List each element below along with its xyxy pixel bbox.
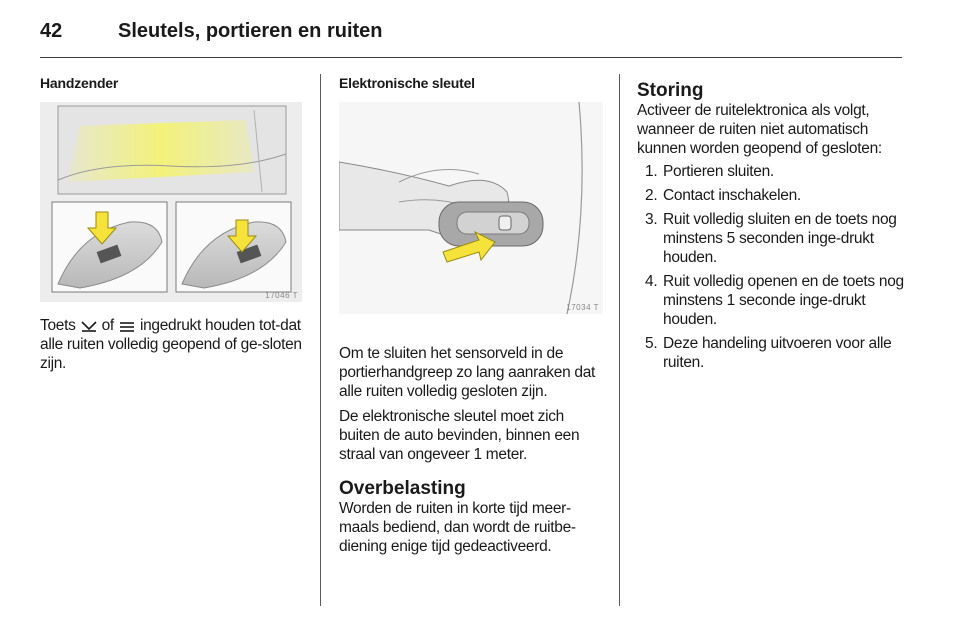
column-storing (637, 74, 905, 377)
window-up-icon (81, 320, 97, 332)
paragraph-storing-intro: Activeer de ruitelektronica als volgt, wanneer de ruiten niet automatisch kunnen worden geopend of gesloten: (637, 102, 882, 157)
window-down-icon (119, 320, 135, 332)
column-handzender (40, 74, 302, 373)
list-item: 2. Contact inschakelen. (645, 187, 801, 204)
handzender-text: Toets of ingedrukt houden tot-dat alle ruiten volledig geopend of ge-sloten zijn. (40, 317, 302, 372)
column-divider (320, 74, 321, 606)
remote-window-illustration (40, 102, 302, 302)
list-item: 5. Deze handeling uitvoeren voor alle ruiten. (645, 335, 892, 371)
figure-number: 17034 T (566, 303, 599, 312)
subheading-handzender: Handzender (40, 75, 119, 91)
steps-list (637, 162, 905, 372)
paragraph-overbelasting: Worden de ruiten in korte tijd meer-maals bediend, dan wordt de ruitbe-diening enige tijd gedeactiveerd. (339, 500, 576, 555)
door-handle-illustration (339, 102, 603, 314)
section-title-storing: Storing (637, 80, 704, 101)
subheading-elektronische-sleutel: Elektronische sleutel (339, 75, 475, 91)
page-number: 42 (40, 20, 63, 42)
column-divider (619, 74, 620, 606)
paragraph-key-range: De elektronische sleutel moet zich buiten de auto bevinden, binnen een straal van ongeveer 1 meter. (339, 408, 580, 463)
door-handle-sensor-illustration (339, 102, 603, 314)
figure-number: 17046 T (265, 291, 298, 300)
paragraph-sensor: Om te sluiten het sensorveld in de portierhandgreep zo lang aanraken dat alle ruiten volledig gesloten zijn. (339, 345, 596, 400)
column-elektronische-sleutel (339, 74, 603, 556)
list-item: 1. Portieren sluiten. (645, 163, 774, 180)
section-title-overbelasting: Overbelasting (339, 478, 466, 499)
page-header (40, 18, 902, 58)
remote-illustration (40, 102, 302, 302)
list-item: 3. Ruit volledig sluiten en de toets nog minstens 5 seconden inge-drukt houden. (645, 211, 897, 266)
list-item: 4. Ruit volledig openen en de toets nog minstens 1 seconde inge-drukt houden. (645, 273, 904, 328)
page-title: Sleutels, portieren en ruiten (118, 20, 383, 42)
